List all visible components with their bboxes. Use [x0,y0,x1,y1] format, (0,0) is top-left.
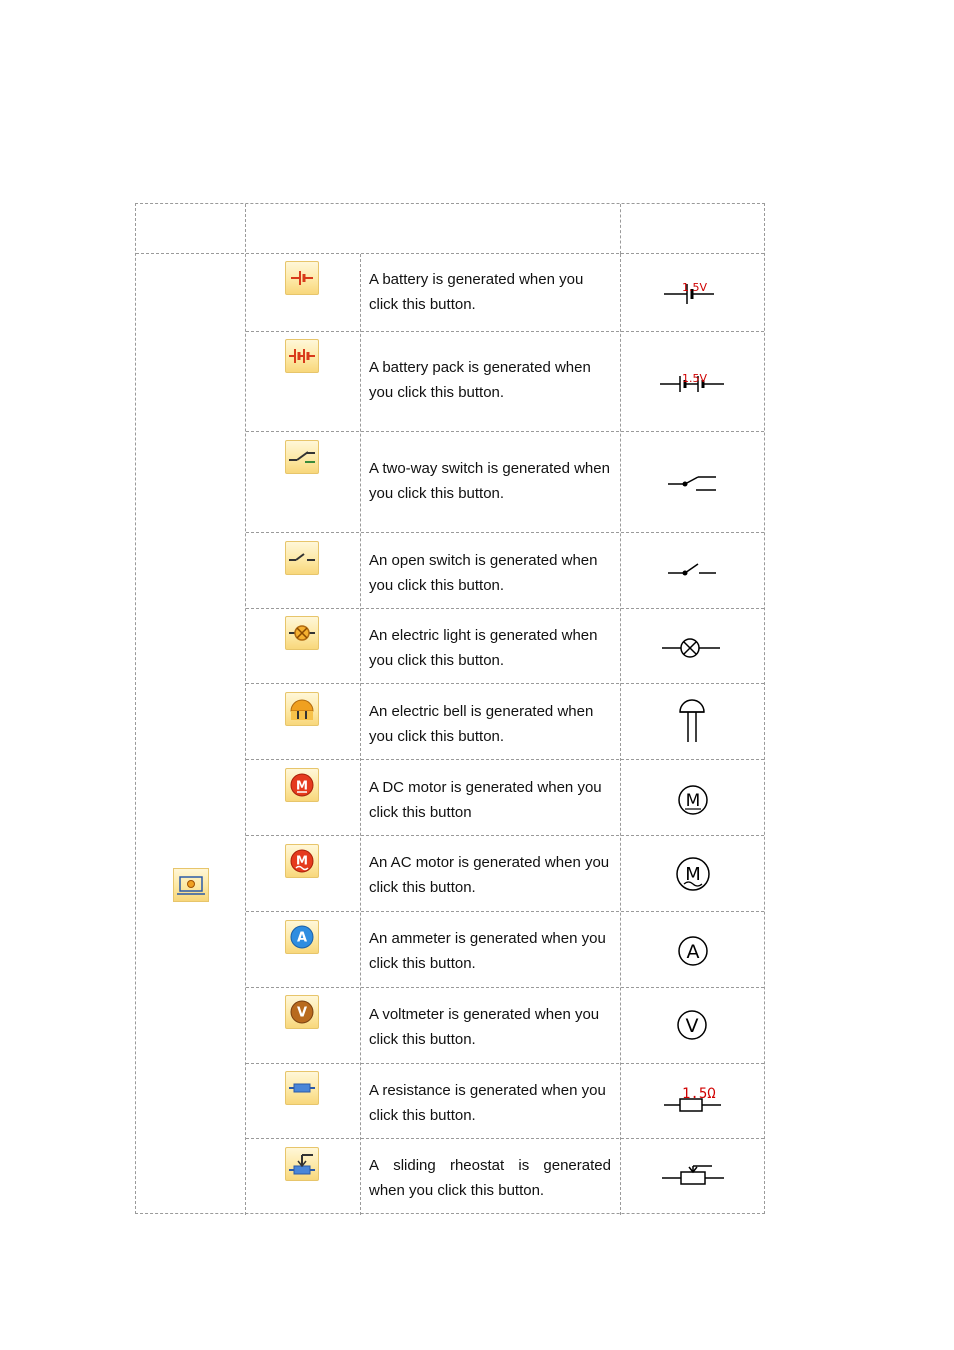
svg-text:V: V [296,1005,308,1021]
dc-motor-description: A DC motor is generated when you click this button [369,779,602,821]
battery-icon[interactable] [285,261,319,295]
word: rheostat [449,1157,505,1174]
svg-text:M: M [296,778,308,793]
dc-motor-symbol [636,760,766,836]
dc-motor-icon[interactable] [285,768,319,802]
header-cell-3 [621,204,764,253]
battery-pack-symbol [636,332,766,408]
column-divider-3 [620,254,621,1215]
circuit-component-group-icon[interactable] [173,868,209,902]
sliding-rheostat-symbol [636,1139,766,1215]
voltmeter-icon[interactable] [285,995,319,1029]
battery-symbol-label: 1.5V [682,281,708,294]
voltmeter-symbol-letter: V [685,1015,699,1037]
battery-description: A battery is generated when you click this button. [369,271,584,313]
ammeter-icon[interactable] [285,920,319,954]
sliding-rheostat-description [369,1150,611,1206]
sliding-rheostat-description-line1 [369,1153,611,1178]
electric-bell-symbol [636,684,766,760]
word: generated [543,1157,611,1174]
open-switch-description: An open switch is generated when you click this button. [369,552,598,594]
ammeter-description: An ammeter is generated when you click this button. [369,930,606,972]
electric-bell-description: An electric bell is generated when you click this button. [369,703,594,745]
sliding-rheostat-description-line2: when you click this button. [369,1182,545,1199]
voltmeter-symbol [636,988,766,1064]
ammeter-symbol [636,912,766,988]
battery-pack-symbol-label: 1.5V [682,372,708,385]
svg-text:M: M [296,853,308,868]
component-table [135,203,765,1214]
ac-motor-symbol-letter: M [685,864,701,885]
ac-motor-icon[interactable] [285,844,319,878]
dc-motor-symbol-letter: M [685,791,701,811]
resistance-symbol-label: 1.5Ω [682,1086,716,1102]
two-way-switch-symbol [636,432,766,508]
electric-light-symbol [636,609,766,685]
ammeter-symbol-letter: A [686,941,700,963]
battery-symbol [636,254,766,330]
resistance-description: A resistance is generated when you click this button. [369,1082,606,1124]
battery-pack-description: A battery pack is generated when you click this button. [369,359,591,401]
word: is [518,1157,530,1174]
two-way-switch-icon[interactable] [285,440,319,474]
word: sliding [393,1157,436,1174]
header-cell-2 [246,204,620,253]
electric-bell-icon[interactable] [285,692,319,726]
electric-light-icon[interactable] [285,616,319,650]
battery-pack-icon[interactable] [285,339,319,373]
word: A [369,1157,380,1174]
resistance-symbol [636,1064,766,1140]
header-cell-1 [136,204,245,253]
open-switch-icon[interactable] [285,541,319,575]
voltmeter-description: A voltmeter is generated when you click this button. [369,1006,600,1048]
ac-motor-symbol [636,836,766,912]
open-switch-symbol [636,533,766,609]
sliding-rheostat-icon[interactable] [285,1147,319,1181]
resistance-icon[interactable] [285,1071,319,1105]
svg-text:A: A [296,930,308,946]
column-divider-2 [360,254,361,1215]
electric-light-description: An electric light is generated when you click this button. [369,627,598,669]
ac-motor-description: An AC motor is generated when you click this button. [369,854,610,896]
two-way-switch-description: A two-way switch is generated when you click this button. [369,460,610,502]
